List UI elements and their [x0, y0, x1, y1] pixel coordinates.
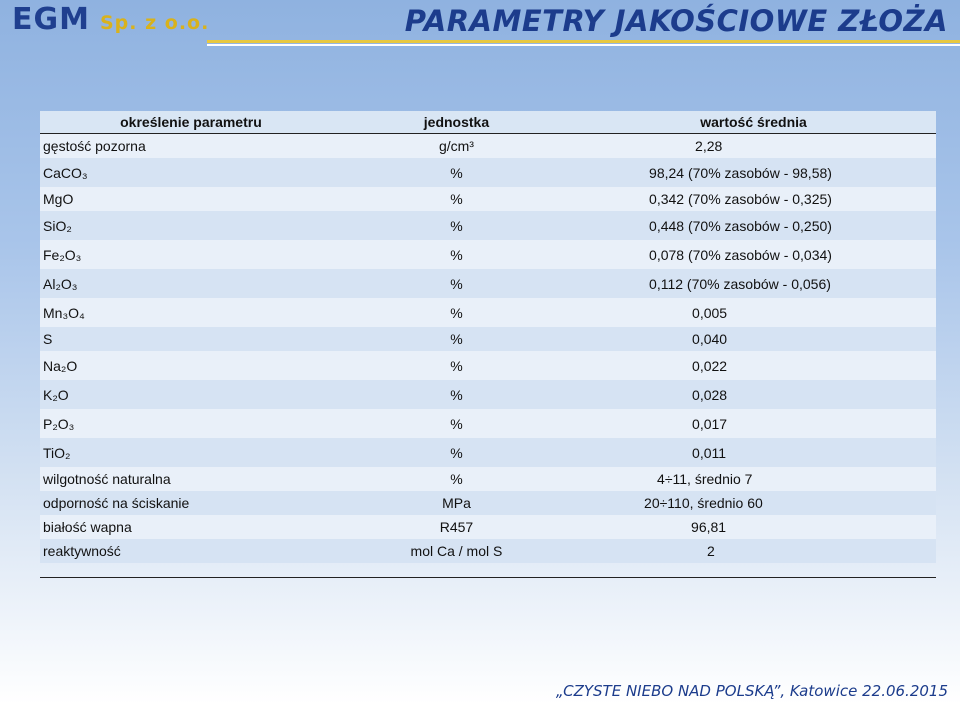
- param-value: 0,112 (70% zasobów - 0,056): [649, 275, 831, 292]
- param-unit: R457: [342, 515, 571, 539]
- table-row: [40, 467, 936, 491]
- table-row: [40, 409, 936, 438]
- param-unit: %: [342, 409, 571, 438]
- param-unit: %: [342, 298, 571, 327]
- table-row: [40, 438, 936, 467]
- param-unit: %: [342, 351, 571, 380]
- table-row: [40, 539, 936, 563]
- param-unit: g/cm³: [342, 134, 571, 159]
- param-name: Al₂O₃: [40, 269, 342, 298]
- param-unit: %: [342, 187, 571, 211]
- param-unit: %: [342, 380, 571, 409]
- param-name: SiO₂: [40, 211, 342, 240]
- param-unit: %: [342, 327, 571, 351]
- param-unit: %: [342, 269, 571, 298]
- param-name: TiO₂: [40, 438, 342, 467]
- column-header-value: wartość średnia: [571, 111, 936, 134]
- table-row: [40, 134, 936, 159]
- parameters-table: [40, 111, 936, 563]
- table-row: [40, 380, 936, 409]
- param-value: 96,81: [691, 519, 727, 535]
- param-name: białość wapna: [40, 515, 342, 539]
- param-name: wilgotność naturalna: [40, 467, 342, 491]
- param-name: Mn₃O₄: [40, 298, 342, 327]
- param-value: 0,078 (70% zasobów - 0,034): [649, 246, 832, 263]
- param-value: 2,28: [695, 138, 723, 154]
- param-unit: %: [342, 467, 571, 491]
- table-row: [40, 269, 936, 298]
- table-row: [40, 515, 936, 539]
- header-divider: [207, 40, 960, 43]
- param-name: MgO: [40, 187, 342, 211]
- table-row: [40, 211, 936, 240]
- param-value: 0,028: [692, 386, 728, 403]
- table-row: [40, 240, 936, 269]
- param-name: P₂O₃: [40, 409, 342, 438]
- param-unit: mol Ca / mol S: [342, 539, 571, 563]
- param-name: S: [40, 327, 342, 351]
- param-value: 2: [707, 543, 715, 559]
- table-header-row: [40, 111, 936, 134]
- param-name: odporność na ściskanie: [40, 491, 342, 515]
- footer-event-caption: „CZYSTE NIEBO NAD POLSKĄ”, Katowice 22.06.2015: [555, 682, 948, 700]
- table-row: [40, 298, 936, 327]
- table-row: [40, 158, 936, 187]
- param-value: 0,017: [692, 415, 728, 432]
- param-unit: MPa: [342, 491, 571, 515]
- param-unit: %: [342, 438, 571, 467]
- table-row: [40, 351, 936, 380]
- logo-sub-text: Sp. z o.o.: [99, 12, 210, 34]
- param-name: Na₂O: [40, 351, 342, 380]
- column-header-unit: jednostka: [342, 111, 571, 134]
- param-value: 20÷110, średnio 60: [644, 495, 763, 511]
- param-unit: %: [342, 240, 571, 269]
- param-value: 0,040: [692, 331, 728, 347]
- param-unit: %: [342, 211, 571, 240]
- param-name: CaCO₃: [40, 158, 342, 187]
- param-value: 0,448 (70% zasobów - 0,250): [649, 217, 832, 234]
- table-bottom-rule: [40, 577, 936, 578]
- param-name: K₂O: [40, 380, 342, 409]
- param-value: 0,005: [692, 304, 728, 321]
- table-row: [40, 187, 936, 211]
- param-value: 0,342 (70% zasobów - 0,325): [649, 191, 832, 207]
- param-value: 98,24 (70% zasobów - 98,58): [649, 164, 832, 181]
- param-unit: %: [342, 158, 571, 187]
- company-logo: [12, 2, 209, 38]
- column-header-parameter: określenie parametru: [40, 111, 342, 134]
- slide-title: PARAMETRY JAKOŚCIOWE ZŁOŻA: [404, 4, 948, 38]
- table-row: [40, 327, 936, 351]
- param-name: reaktywność: [40, 539, 342, 563]
- param-value: 0,022: [692, 357, 728, 374]
- param-name: Fe₂O₃: [40, 240, 342, 269]
- table-row: [40, 491, 936, 515]
- param-name: gęstość pozorna: [40, 134, 342, 159]
- param-value: 0,011: [692, 444, 727, 461]
- param-value: 4÷11, średnio 7: [657, 471, 753, 487]
- header-divider-light: [207, 44, 960, 46]
- logo-main-text: EGM: [12, 2, 90, 37]
